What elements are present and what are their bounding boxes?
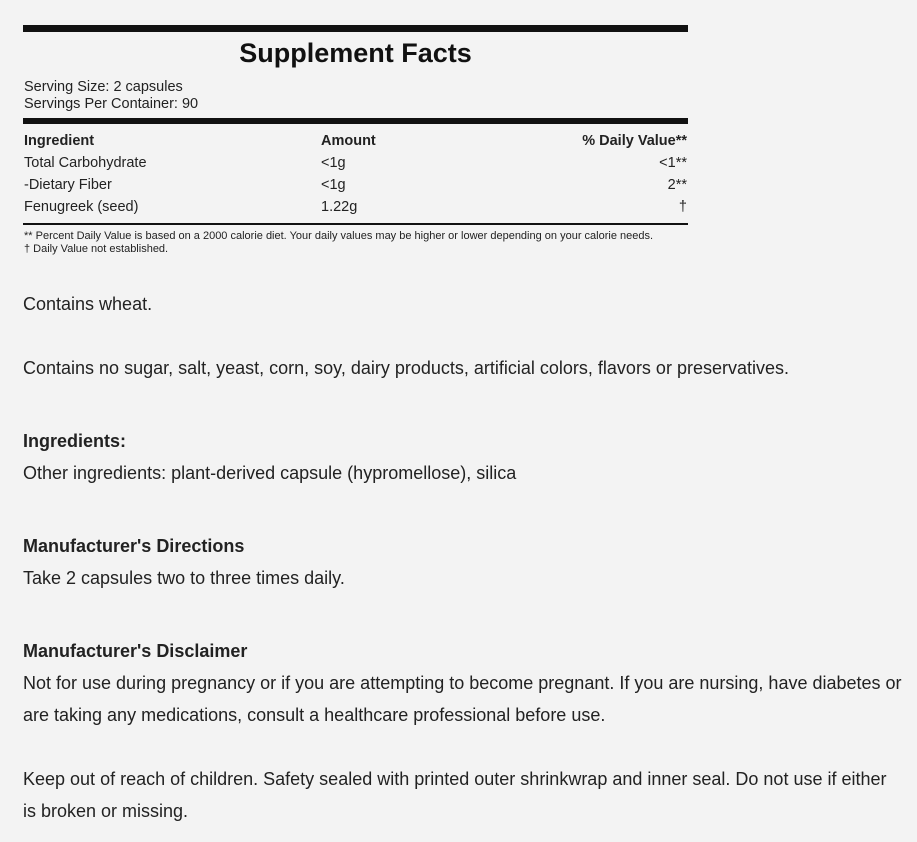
thin-rule: [23, 223, 688, 225]
daily-value-footnote: ** Percent Daily Value is based on a 2000 calorie diet. Your daily values may be higher or lower depending on your calorie needs.: [24, 230, 654, 242]
ingredient-cell: Total Carbohydrate: [24, 155, 147, 171]
product-description: [23, 288, 903, 827]
ingredients-heading: Ingredients:: [23, 431, 127, 451]
daily-value-cell: <1**: [659, 155, 687, 171]
ingredients-text: Other ingredients: plant-derived capsule (hypromellose), silica: [23, 463, 517, 483]
facts-table: [23, 130, 688, 218]
serving-info: [23, 79, 688, 113]
not-established-footnote: † Daily Value not established.: [24, 243, 169, 255]
directions-heading: Manufacturer's Directions: [23, 536, 245, 556]
amount-cell: <1g: [321, 177, 346, 193]
facts-title: Supplement Facts: [239, 38, 472, 68]
amount-cell: 1.22g: [321, 199, 358, 215]
contains-wheat-text: Contains wheat.: [23, 294, 153, 314]
column-header-amount: Amount: [321, 133, 376, 149]
table-row: [23, 152, 688, 174]
amount-cell: <1g: [321, 155, 346, 171]
safety-text: Keep out of reach of children. Safety sealed with printed outer shrinkwrap and inner seal. Do not use if either is broken or missing.: [23, 769, 887, 821]
facts-footnotes: [23, 230, 688, 256]
column-header-ingredient: Ingredient: [24, 133, 95, 149]
table-row: [23, 174, 688, 196]
ingredient-cell: -Dietary Fiber: [24, 177, 112, 193]
disclaimer-text: Not for use during pregnancy or if you are attempting to become pregnant. If you are nursing, have diabetes or are taking any medications, consult a healthcare professional before use.: [23, 673, 902, 725]
table-row: [23, 196, 688, 218]
thick-rule: [23, 118, 688, 124]
table-header-row: [23, 130, 688, 152]
serving-size: Serving Size: 2 capsules: [24, 79, 183, 95]
contains-no-text: Contains no sugar, salt, yeast, corn, soy, dairy products, artificial colors, flavors or preservatives.: [23, 358, 789, 378]
daily-value-cell: †: [678, 199, 687, 215]
supplement-facts-panel: [23, 25, 688, 256]
servings-per-container: Servings Per Container: 90: [24, 96, 199, 112]
daily-value-cell: 2**: [667, 177, 687, 193]
column-header-daily-value: % Daily Value**: [582, 133, 687, 149]
directions-text: Take 2 capsules two to three times daily.: [23, 568, 345, 588]
ingredient-cell: Fenugreek (seed): [24, 199, 139, 215]
top-rule: [23, 25, 688, 32]
disclaimer-heading: Manufacturer's Disclaimer: [23, 641, 248, 661]
